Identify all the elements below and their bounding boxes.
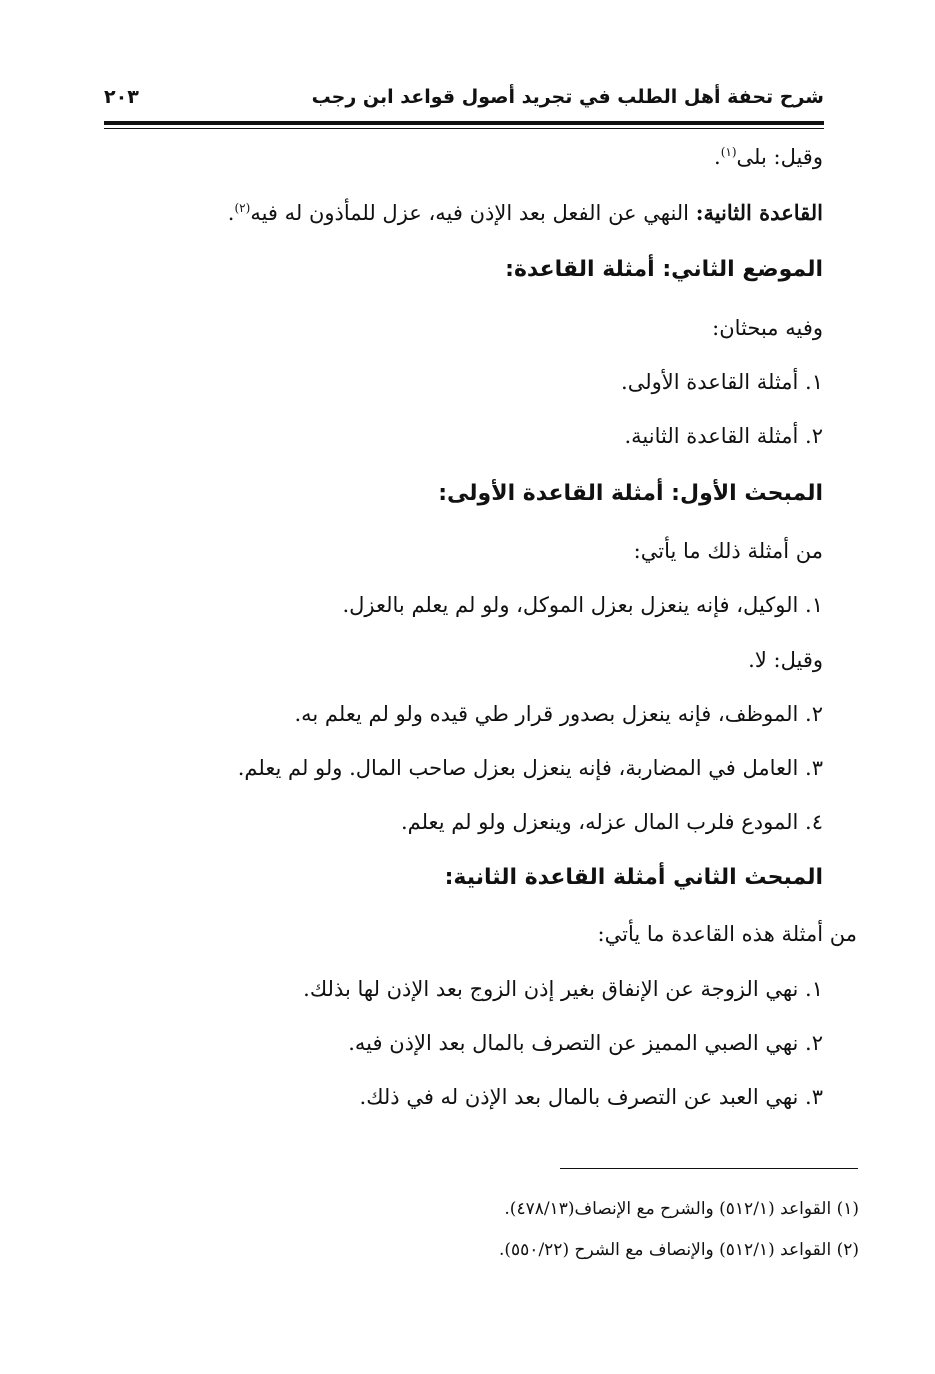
section-heading: المبحث الثاني أمثلة القاعدة الثانية:: [444, 865, 823, 890]
list-item: ٢. الموظف، فإنه ينعزل بصدور قرار طي قيده ولو لم يعلم به.: [294, 702, 823, 726]
paragraph-line: من أمثلة هذه القاعدة ما يأتي:: [597, 922, 857, 946]
list-item: ١. نهي الزوجة عن الإنفاق بغير إذن الزوج بعد الإذن لها بذلك.: [303, 977, 823, 1001]
paragraph-line: وفيه مبحثان:: [712, 316, 823, 340]
header-rule-thin: [104, 128, 824, 129]
footnote: (٢) القواعد (٥١٢/١) والإنصاف مع الشرح (٥٥٠/٢٢).: [499, 1240, 859, 1260]
list-item: ٣. نهي العبد عن التصرف بالمال بعد الإذن له في ذلك.: [359, 1085, 823, 1109]
list-item: ٢. أمثلة القاعدة الثانية.: [624, 424, 823, 448]
header-rule-thick: [104, 121, 824, 125]
footnote-separator: [560, 1168, 858, 1169]
paragraph-line: من أمثلة ذلك ما يأتي:: [633, 539, 823, 563]
footnote-ref[interactable]: (٢): [234, 201, 251, 215]
rule-text: النهي عن الفعل بعد الإذن فيه، عزل للمأذون له فيه: [250, 201, 696, 225]
line-text: وقيل: بلى: [736, 145, 823, 169]
running-header: [104, 86, 824, 116]
book-title: شرح تحفة أهل الطلب في تجريد أصول قواعد ابن رجب: [311, 86, 824, 108]
list-item: ١. الوكيل، فإنه ينعزل بعزل الموكل، ولو لم يعلم بالعزل.: [342, 593, 823, 617]
list-item: ٤. المودع فلرب المال عزله، وينعزل ولو لم يعلم.: [400, 810, 823, 834]
list-item: ١. أمثلة القاعدة الأولى.: [621, 370, 823, 394]
section-heading: المبحث الأول: أمثلة القاعدة الأولى:: [438, 481, 823, 506]
rule-label: القاعدة الثانية:: [695, 200, 823, 225]
footnote-ref[interactable]: (١): [720, 145, 737, 159]
rule-two-line: [228, 198, 823, 228]
list-item: ٣. العامل في المضاربة، فإنه ينعزل بعزل صاحب المال. ولو لم يعلم.: [237, 756, 823, 780]
line-end: .: [714, 145, 721, 169]
page-number: ٢٠٣: [104, 86, 139, 108]
paragraph-line: وقيل: لا.: [748, 648, 823, 672]
footnote: (١) القواعد (٥١٢/١) والشرح مع الإنصاف(٤٧٨/١٣).: [504, 1199, 859, 1219]
list-item: ٢. نهي الصبي المميز عن التصرف بالمال بعد الإذن فيه.: [348, 1031, 823, 1055]
section-heading: الموضع الثاني: أمثلة القاعدة:: [505, 257, 823, 282]
paragraph-line: [714, 142, 823, 172]
line-end: .: [227, 201, 235, 225]
